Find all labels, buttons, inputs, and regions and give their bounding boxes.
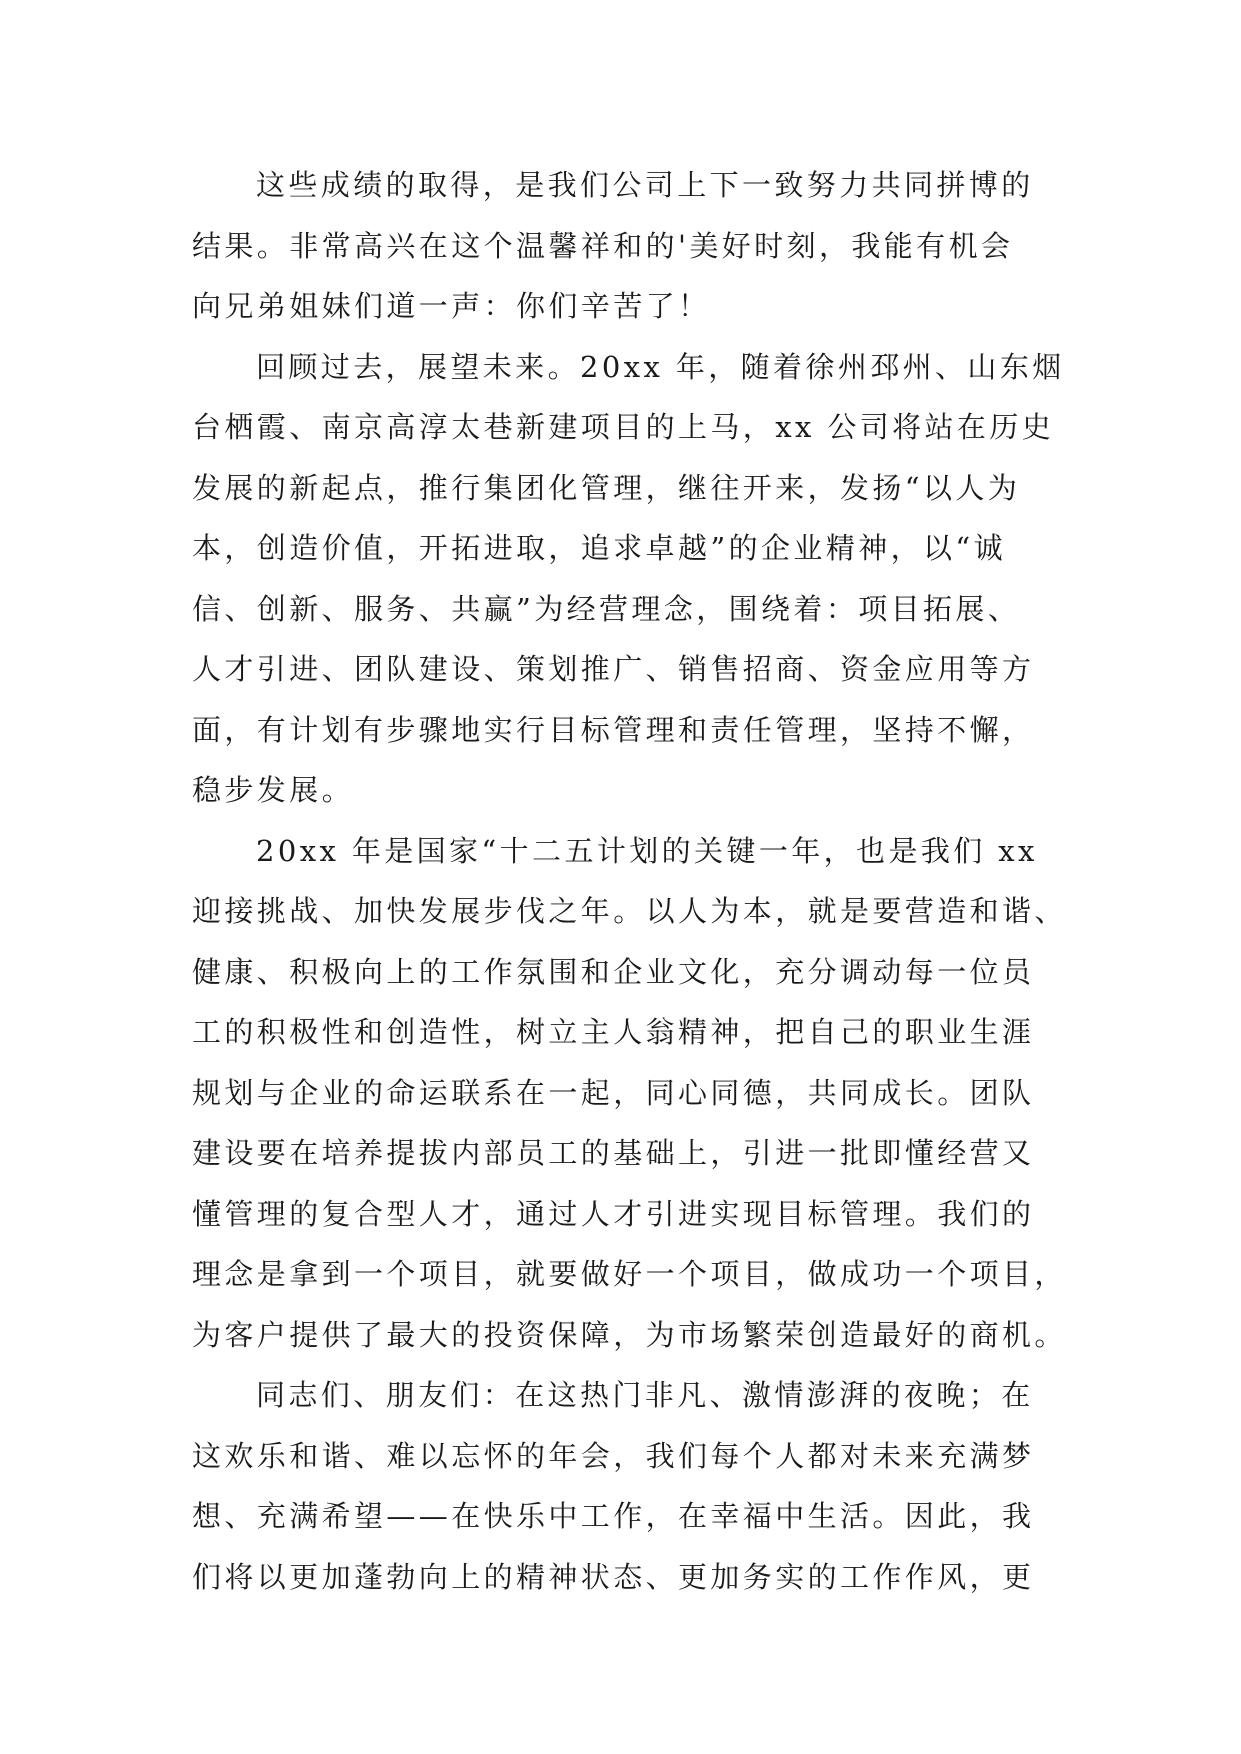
text-line: 同志们、朋友们：在这热门非凡、激情澎湃的夜晚；在 — [256, 1378, 1034, 1412]
text-line: 20xx 年是国家“十二五计划的关键一年，也是我们 xx — [256, 833, 1038, 868]
text-line: 人才引进、团队建设、策划推广、销售招商、资金应用等方 — [192, 652, 1035, 686]
text-line: 理念是拿到一个项目，就要做好一个项目，做成功一个项目， — [192, 1257, 1067, 1291]
text-line: 向兄弟姐妹们道一声：你们辛苦了！ — [192, 289, 711, 323]
text-line: 健康、积极向上的工作氛围和企业文化，充分调动每一位员 — [192, 954, 1035, 989]
text-line: 回顾过去，展望未来。20xx 年，随着徐州邳州、山东烟 — [256, 349, 1065, 384]
text-line: 稳步发展。 — [192, 773, 355, 807]
text-line: 迎接挑战、加快发展步伐之年。以人为本，就是要营造和谐、 — [192, 894, 1067, 928]
text-line: 建设要在培养提拔内部员工的基础上，引进一批即懂经营又 — [192, 1136, 1035, 1170]
text-line: 规划与企业的命运联系在一起，同心同德，共同成长。团队 — [192, 1075, 1035, 1110]
text-line: 为客户提供了最大的投资保障，为市场繁荣创造最好的商机。 — [192, 1317, 1067, 1352]
text-line: 本，创造价值，开拓进取，追求卓越”的企业精神，以“诚 — [192, 531, 1007, 565]
text-line: 工的积极性和创造性，树立主人翁精神，把自己的职业生涯 — [192, 1015, 1035, 1049]
text-line: 信、创新、服务、共赢”为经营理念，围绕着：项目拓展、 — [192, 591, 1021, 626]
text-line: 结果。非常高兴在这个温馨祥和的'美好时刻，我能有机会 — [192, 228, 1014, 263]
text-line: 这欢乐和谐、难以忘怀的年会，我们每个人都对未来充满梦 — [192, 1438, 1035, 1473]
text-line: 发展的新起点，推行集团化管理，继往开来，发扬“以人为 — [192, 470, 1021, 505]
text-line: 台栖霞、南京高淳太巷新建项目的上马，xx 公司将站在历史 — [192, 410, 1055, 444]
text-line: 们将以更加蓬勃向上的精神状态、更加务实的工作作风，更 — [192, 1559, 1035, 1594]
text-line: 懂管理的复合型人才，通过人才引进实现目标管理。我们的 — [192, 1196, 1035, 1231]
text-line: 这些成绩的取得，是我们公司上下一致努力共同拼博的 — [256, 168, 1034, 202]
body-text — [192, 155, 1072, 1607]
text-line: 想、充满希望——在快乐中工作，在幸福中生活。因此，我 — [192, 1499, 1035, 1533]
text-line: 面，有计划有步骤地实行目标管理和责任管理，坚持不懈， — [192, 712, 1035, 747]
